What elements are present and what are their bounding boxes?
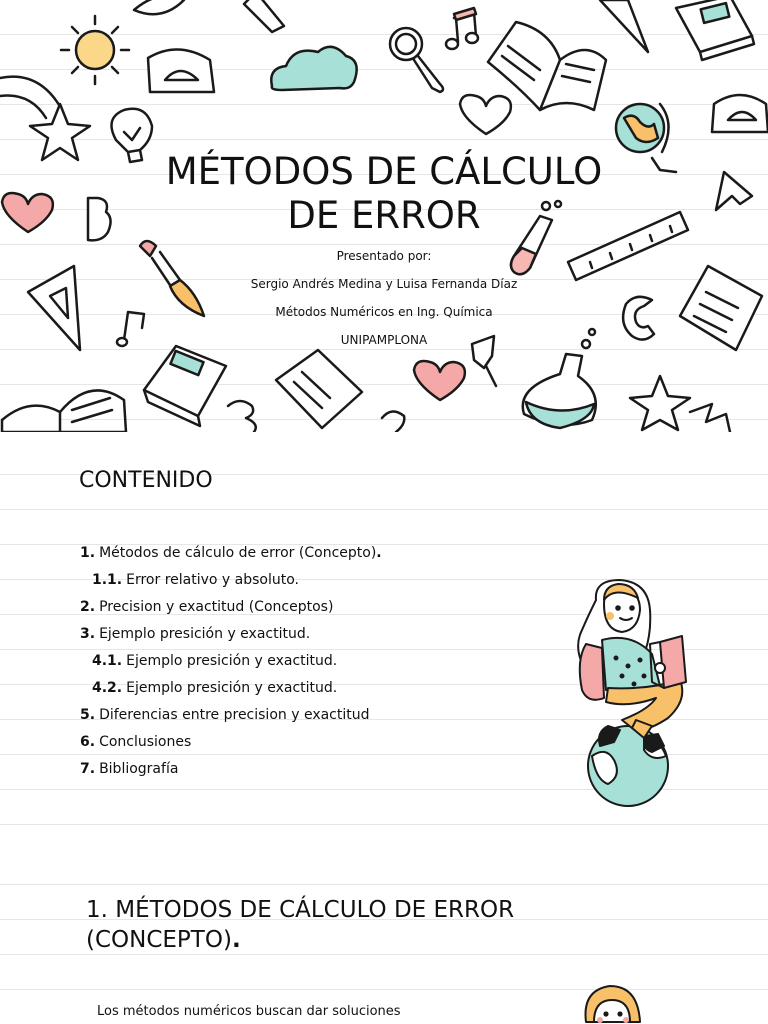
toc-item: 3. Ejemplo presición y exactitud. [80, 626, 311, 642]
heart-pink-middle-icon [414, 361, 465, 400]
section-heading-line-2: (CONCEPTO) [86, 927, 232, 953]
triangle-ruler-icon [600, 0, 648, 52]
toc-item: 7. Bibliografía [80, 761, 179, 777]
contents-slide [0, 440, 768, 840]
document-middle-icon [276, 350, 362, 428]
magnifier-icon [390, 28, 443, 92]
star-bottom-icon [630, 376, 690, 430]
presented-by: Presentado por: [336, 249, 432, 263]
title-line-2: DE ERROR [287, 194, 481, 237]
table-of-contents [80, 543, 386, 786]
girl-reading-illustration [548, 570, 708, 810]
authors: Sergio Andrés Medina y Luisa Fernanda Díaz [250, 277, 518, 291]
sun-icon [61, 16, 129, 84]
book-teal-icon [144, 346, 226, 426]
star-icon [30, 104, 90, 160]
toc-item: 1. Métodos de cálculo de error (Concepto). [80, 545, 382, 561]
contents-heading: CONTENIDO [79, 468, 213, 493]
heart-pink-icon [2, 193, 53, 232]
section-heading-line-1: 1. MÉTODOS DE CÁLCULO DE ERROR [86, 897, 515, 923]
music-note-left-icon [117, 312, 144, 346]
toc-item: 4.2. Ejemplo presición y exactitud. [92, 680, 338, 696]
girl-head-illustration [580, 982, 650, 1024]
protractor-right-icon [712, 95, 768, 132]
letter-c-icon [623, 297, 654, 340]
presentation-title [100, 150, 668, 238]
squiggle-icon [690, 404, 730, 432]
heart-outline-icon [460, 95, 511, 134]
section-1-slide [0, 850, 768, 1024]
section-1-body: Los métodos numéricos buscan dar soluciones [97, 1004, 401, 1019]
course-name: Métodos Numéricos en Ing. Química [275, 305, 493, 319]
number-3-icon [228, 401, 256, 432]
letter-a-icon [244, 0, 284, 32]
toc-item: 2. Precision y exactitud (Conceptos) [80, 599, 334, 615]
university: UNIPAMPLONA [340, 333, 428, 347]
closed-book-icon [676, 0, 754, 60]
music-note-icon [446, 8, 478, 49]
number-2-icon [382, 411, 404, 432]
leaf-icon [134, 0, 184, 14]
section-1-heading: 1. MÉTODOS DE CÁLCULO DE ERROR (CONCEPTO). [86, 897, 515, 953]
cover-slide [0, 0, 768, 432]
toc-item: 4.1. Ejemplo presición y exactitud. [92, 653, 338, 669]
triangle-ruler-left-icon [28, 266, 80, 350]
letter-a-right-icon [716, 172, 752, 210]
open-book-bottom-icon [2, 390, 126, 432]
document-icon [680, 266, 762, 350]
toc-item: 6. Conclusiones [80, 734, 192, 750]
toc-item: 1.1. Error relativo y absoluto. [92, 572, 299, 588]
toc-item: 5. Diferencias entre precision y exactitud [80, 707, 370, 723]
cloud-icon [271, 47, 356, 90]
title-line-1: MÉTODOS DE CÁLCULO [165, 150, 603, 193]
protractor-icon [148, 49, 214, 92]
rainbow-arc [0, 77, 62, 110]
